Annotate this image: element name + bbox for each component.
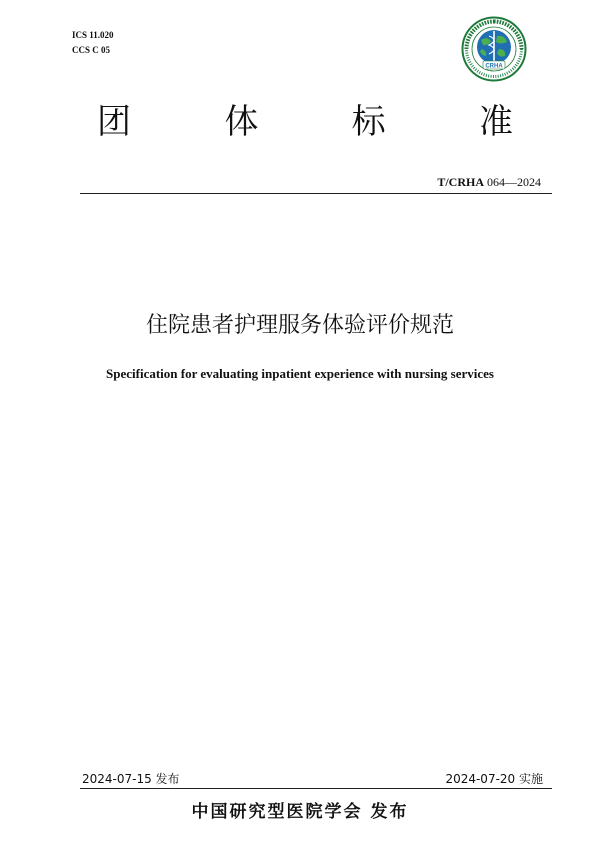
issue-date: 2024-07-15 发布 [82, 772, 180, 786]
heading-char: 准 [478, 102, 513, 142]
top-divider [80, 193, 552, 194]
publisher-line: 中国研究型医院学会 发布 [191, 802, 409, 822]
association-emblem-icon [461, 16, 527, 82]
heading-char: 体 [224, 102, 259, 142]
document-type-heading [90, 94, 520, 143]
standard-prefix: T/CRHA [437, 175, 484, 189]
implementation-date: 2024-07-20 实施 [445, 772, 543, 786]
ics-code: ICS 11.020 [72, 30, 114, 40]
heading-char: 标 [351, 102, 386, 142]
standard-code: 064—2024 [487, 175, 541, 189]
bottom-divider [80, 788, 552, 789]
title-chinese: 住院患者护理服务体验评价规范 [145, 313, 454, 338]
emblem-center-label: CRHA [485, 63, 503, 70]
standard-number [437, 175, 541, 190]
title-english: Specification for evaluating inpatient experience with nursing services [106, 366, 494, 381]
classification-codes [72, 28, 114, 58]
ccs-code: CCS C 05 [72, 45, 111, 55]
heading-char: 团 [97, 102, 131, 142]
